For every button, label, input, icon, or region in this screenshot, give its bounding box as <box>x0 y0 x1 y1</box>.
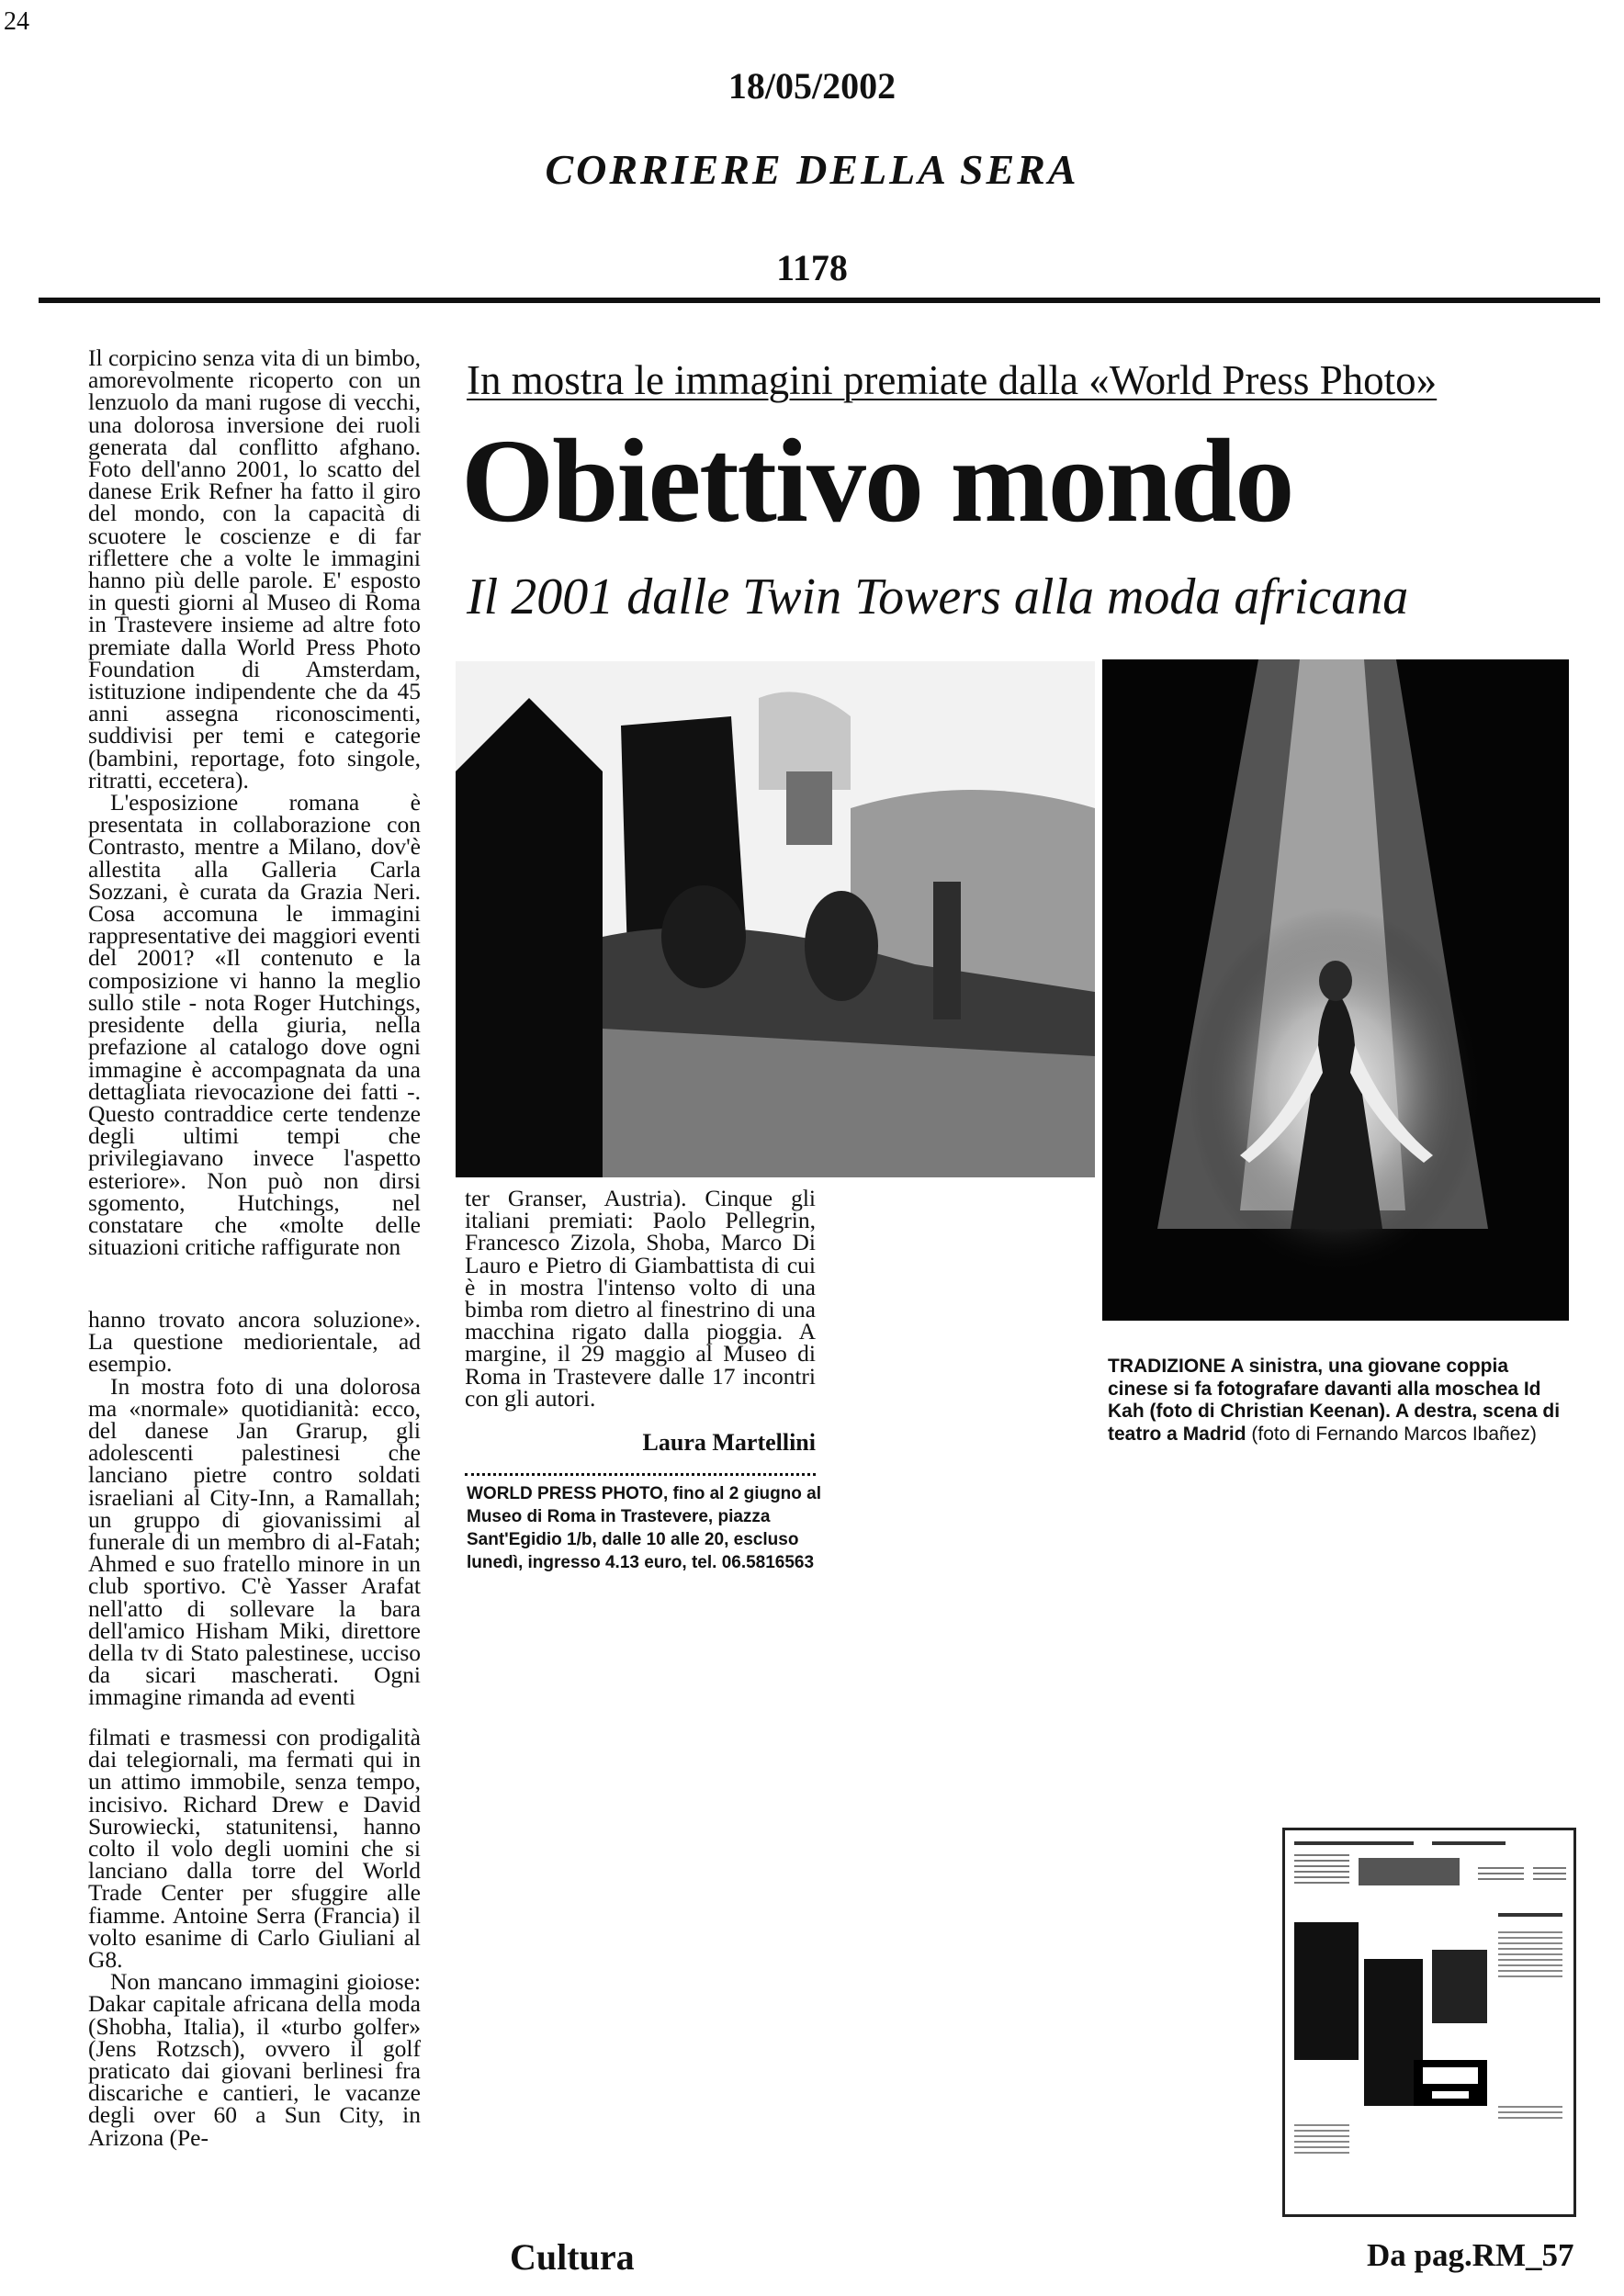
article-paragraph: L'esposizione romana è presentata in collaborazione con Contrasto, mentre a Milano, dov'è allestita alla Galleria Carla Sozzani, è curata da Grazia Neri. Cosa accomuna le immagini rappresentative dei maggiori eventi del 2001? «Il contenuto e la composizione vi hanno la meglio sullo stile - nota Roger Hutchings, presidente della giuria, nella prefazione al catalogo dove ogni immagine è accompagnata da una dettagliata rievocazione dei fatti -. Questo contraddice certe tendenze degli ultimi tempi che privilegiavano invece l'aspetto esteriore». Non può non dirsi sgomento, Hutchings, nel constatare che «molte delle situazioni critiche raffigurate non <box>88 789 421 1261</box>
article-kicker: In mostra le immagini premiate dalla «World Press Photo» <box>467 357 1438 403</box>
article-paragraph: filmati e trasmessi con prodigalità dai telegiornali, ma fermati qui in un attimo immobile, senza tempo, incisivo. Richard Drew e David Surowiecki, statunitensi, hanno colto il volo degli uomini che si lanciano dalla torre del World Trade Center per sfuggire alle fiamme. Antoine Serra (Francia) il volto esanime di Carlo Giuliani al G8. <box>88 1724 421 1974</box>
author-byline: Laura Martellini <box>642 1429 816 1456</box>
article-headline: Obiettivo mondo <box>461 415 1293 547</box>
article-paragraph: Non mancano immagini gioiose: Dakar capitale africana della moda (Shobha, Italia), il «turbo golfer» (Jens Rotzsch), ovvero il golf praticato dai giovani berlinesi fra discariche e cantieri, le vacanze degli over 60 a Sun City, in Arizona (Pe- <box>88 1968 421 2151</box>
exhibition-info <box>467 1482 827 1574</box>
caption-label: TRADIZIONE <box>1108 1356 1226 1377</box>
article-paragraph: In mostra foto di una dolorosa ma «normale» quotidianità: ecco, del danese Jan Grarup, gli adolescenti palestinesi che lanciano pietre contro soldati israeliani al City-Inn, a Ramallah; un gruppo di giovanissimi al funerale di un membro di al-Fatah; Ahmed e suo fratello minore in un club sportivo. C'è Yasser Arafat nell'atto di sollevare la bara dell'amico Hisham Miki, direttore della tv di Stato palestinese, ucciso da sicari mascherati. Ogni immagine rimanda ad eventi <box>88 1372 421 1711</box>
photo-theatre-madrid <box>1102 659 1569 1321</box>
caption-credit: (foto di Fernando Marcos Ibañez) <box>1251 1423 1537 1445</box>
publication-date: 18/05/2002 <box>727 65 897 107</box>
clipping-code: 1178 <box>776 247 848 288</box>
article-column-1-bottom <box>88 1724 421 2151</box>
info-divider <box>465 1473 816 1476</box>
photo-couple-mosque <box>456 661 1095 1177</box>
article-paragraph: ter Granser, Austria). Cinque gli italiani premiati: Paolo Pellegrin, Francesco Zizola, Shoba, Marco Di Lauro e Pietro di Giambattista di cui è in mostra l'intenso volto di una bimba rom dietro al finestrino di una macchina rigato dalla pioggia. A margine, il 29 maggio al Museo di Roma in Trastevere dalle 17 incontri con gli autori. <box>465 1185 816 1412</box>
article-column-2 <box>465 1187 816 1410</box>
article-paragraph: Il corpicino senza vita di un bimbo, amorevolmente ricoperto con un lenzuolo da mani rugose di vecchi, una dolorosa inversione dei ruoli generata dal conflitto afghano. Foto dell'anno 2001, lo scatto del danese Erik Refner ha fatto il giro del mondo, con la capacità di scuotere le coscienze e di far riflettere che a volte le immagini hanno più delle parole. E' esposto in questi giorni al Museo di Roma in Trastevere insieme ad altre foto premiate dalla World Press Photo Foundation di Amsterdam, istituzione indipendente che da 45 anni assegna riconoscimenti, suddivisi per temi e categorie (bambini, reportage, foto singole, ritratti, eccetera). <box>88 344 421 793</box>
section-label: Cultura <box>510 2236 635 2278</box>
article-paragraph: hanno trovato ancora soluzione». La questione mediorientale, ad esempio. <box>88 1306 421 1378</box>
article-column-1 <box>88 344 421 1261</box>
exhibition-details: fino al 2 giugno al Museo di Roma in Trastevere, piazza Sant'Egidio 1/b, dalle 10 alle 20, escluso lunedì, ingresso 4.13 euro, tel. 06.5816563 <box>467 1484 822 1572</box>
header-divider <box>39 298 1600 303</box>
newspaper-masthead: CORRIERE DELLA SERA <box>545 146 1079 193</box>
article-subhead: Il 2001 dalle Twin Towers alla moda africana <box>467 568 1409 625</box>
exhibition-name: WORLD PRESS PHOTO, <box>467 1484 669 1503</box>
page-thumbnail <box>1282 1828 1576 2217</box>
caption-text: A sinistra, una giovane coppia cinese si fa fotografare davanti alla moschea Id Kah (foto di Christian Keenan). A destra, scena di teatro a Madrid <box>1108 1356 1561 1445</box>
page-number: 24 <box>4 7 29 36</box>
photo-caption <box>1108 1356 1567 1446</box>
article-column-1-continued <box>88 1306 421 1711</box>
page-reference: Da pag.RM_57 <box>1367 2237 1574 2273</box>
